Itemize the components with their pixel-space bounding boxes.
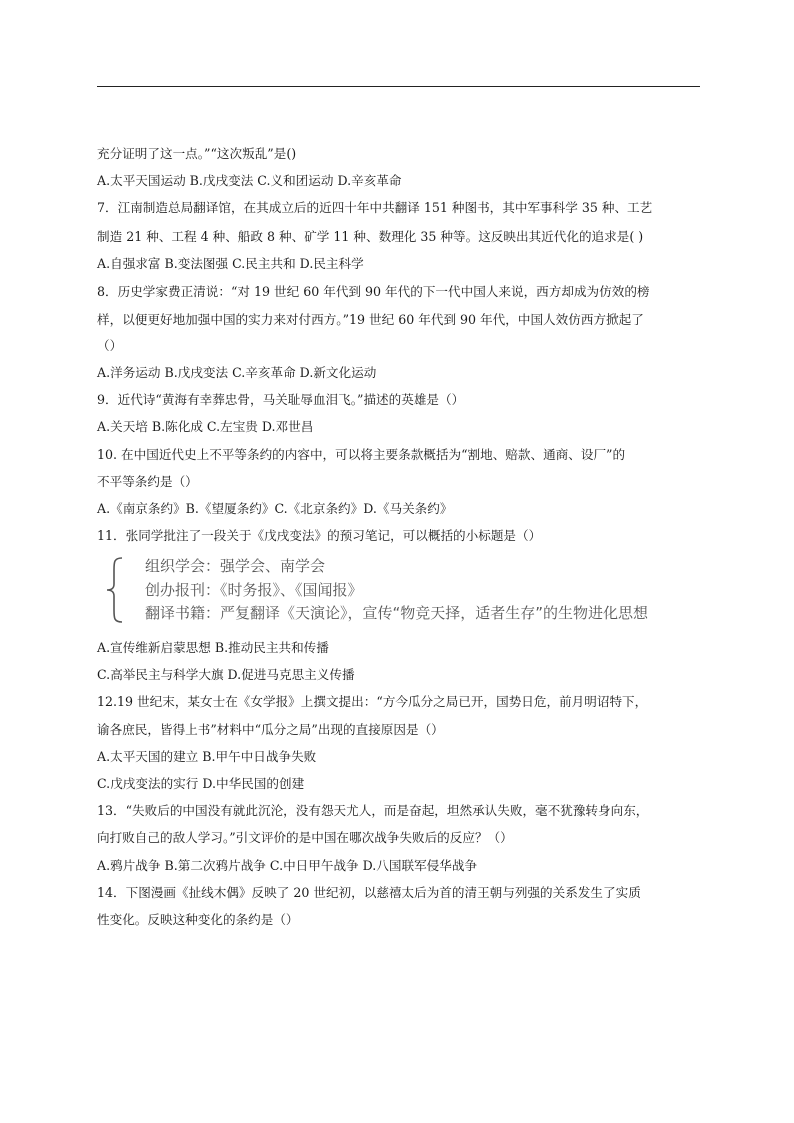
note-line: 组织学会：强学会、南学会 bbox=[145, 557, 326, 575]
text-line: 7．江南制造总局翻译馆，在其成立后的近四十年中共翻译 151 种图书，其中军事科学 35 种、工艺 bbox=[97, 200, 653, 215]
text-line: A.鸦片战争 B.第二次鸦片战争 C.中日甲午战争 D.八国联军侵华战争 bbox=[97, 858, 478, 873]
text-line: A.洋务运动 B.戊戌变法 C.辛亥革命 D.新文化运动 bbox=[97, 365, 377, 380]
text-line: （） bbox=[97, 338, 123, 353]
header-rule bbox=[97, 86, 700, 87]
text-line: A.太平天国运动 B.戊戌变法 C.义和团运动 D.辛亥革命 bbox=[97, 173, 402, 188]
text-line: 10. 在中国近代史上不平等条约的内容中，可以将主要条款概括为“割地、赔款、通商、设厂”的 bbox=[97, 447, 626, 462]
text-line: A.太平天国的建立 B.甲午中日战争失败 bbox=[97, 749, 317, 764]
text-line: 11．张同学批注了一段关于《戊戌变法》的预习笔记，可以概括的小标题是（） bbox=[97, 528, 542, 543]
text-line: 向打败自己的敌人学习。”引文评价的是中国在哪次战争失败后的反应？（） bbox=[97, 830, 513, 845]
text-line: 不平等条约是（） bbox=[97, 474, 198, 489]
text-line: C.戊戌变法的实行 D.中华民国的创建 bbox=[97, 776, 305, 791]
text-line: 12.19 世纪末，某女士在《女学报》上撰文提出：“方今瓜分之局已开，国势日危，前月明诏特下， bbox=[97, 694, 648, 709]
note-line: 创办报刊：《时务报》、《国闻报》 bbox=[145, 581, 363, 599]
text-line: A.《南京条约》B.《望厦条约》C.《北京条约》D.《马关条约》 bbox=[97, 501, 453, 516]
brace-icon bbox=[104, 556, 124, 624]
text-line: 8．历史学家费正清说：“对 19 世纪 60 年代到 90 年代的下一代中国人来说，西方却成为仿效的榜 bbox=[97, 284, 650, 299]
text-line: 13．“失败后的中国没有就此沉沦，没有怨天尤人，而是奋起，坦然承认失败，毫不犹豫转身向东， bbox=[97, 803, 649, 818]
text-line: 9．近代诗“黄海有幸葬忠骨，马关耻辱血泪飞。”描述的英雄是（） bbox=[97, 392, 465, 407]
text-line: A.自强求富 B.变法图强 C.民主共和 D.民主科学 bbox=[97, 256, 364, 271]
text-line: 性变化。反映这种变化的条约是（） bbox=[97, 912, 299, 927]
text-line: 充分证明了这一点。”“这次叛乱”是() bbox=[97, 146, 297, 161]
text-line: 样，以便更好地加强中国的实力来对付西方。”19 世纪 60 年代到 90 年代，中国人效仿西方掀起了 bbox=[97, 312, 644, 327]
text-line: A.宣传维新启蒙思想 B.推动民主共和传播 bbox=[97, 640, 329, 655]
text-line: C.高举民主与科学大旗 D.促进马克思主义传播 bbox=[97, 667, 355, 682]
text-line: A.关天培 B.陈化成 C.左宝贵 D.邓世昌 bbox=[97, 419, 314, 434]
note-line: 翻译书籍：严复翻译《天演论》，宣传“物竞天择，适者生存”的生物进化思想 bbox=[145, 604, 649, 622]
text-line: 制造 21 种、工程 4 种、船政 8 种、矿学 11 种、数理化 35 种等。这反映出其近代化的追求是( ) bbox=[97, 229, 644, 244]
text-line: 14．下图漫画《扯线木偶》反映了 20 世纪初，以慈禧太后为首的清王朝与列强的关系发生了实质 bbox=[97, 885, 641, 900]
text-line: 谕各庶民，皆得上书”材料中“瓜分之局”出现的直接原因是（） bbox=[97, 722, 444, 737]
